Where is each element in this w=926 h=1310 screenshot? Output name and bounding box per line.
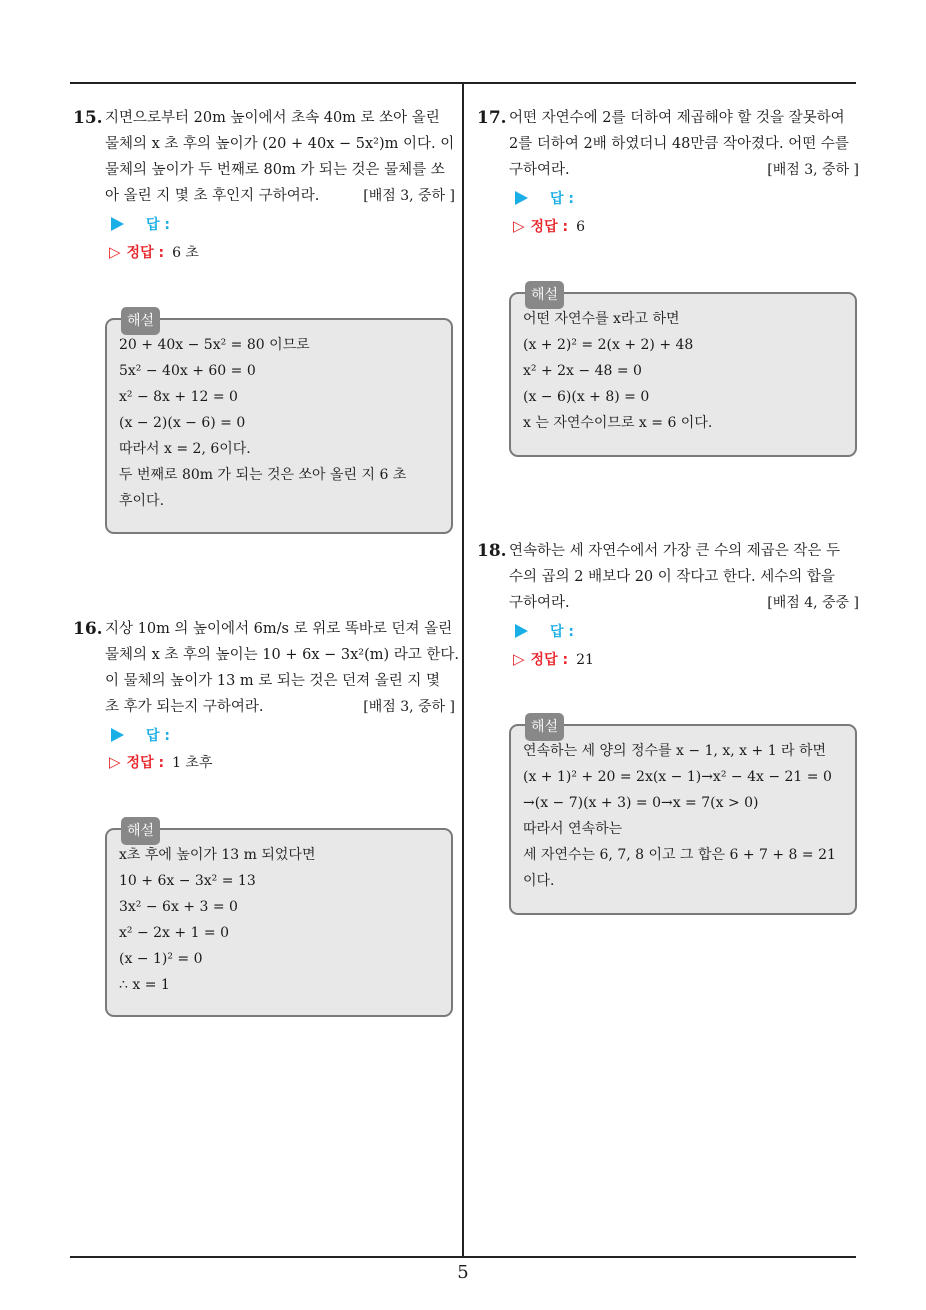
problem-text-line: 초 후가 되는지 구하여라. [105, 699, 264, 715]
play-triangle-icon [111, 217, 124, 231]
correct-answer-row [513, 216, 585, 236]
problem-number: 16. [73, 619, 103, 639]
correct-value: 6 [576, 219, 585, 235]
problem-text-line: 지면으로부터 20m 높이에서 초속 40m 로 쏘아 올린 [105, 110, 440, 126]
answer-row [111, 214, 178, 234]
column-divider [462, 83, 464, 1257]
solution-line: 20 + 40x − 5x² = 80 이므로 [119, 337, 310, 353]
problem-number: 17. [477, 108, 507, 128]
correct-value: 21 [576, 652, 594, 668]
answer-label: 답 : [550, 624, 574, 640]
problem-text-line: 어떤 자연수에 2를 더하여 제곱해야 할 것을 잘못하여 [509, 110, 845, 126]
solution-box [105, 313, 453, 534]
outline-triangle-icon: ▷ [109, 753, 121, 771]
solution-line: x 는 자연수이므로 x = 6 이다. [523, 415, 713, 431]
problem-text-line: 구하여라. [509, 595, 570, 611]
problem-text-line: 물체의 x 초 후의 높이가 (20 + 40x − 5x²)m 이다. 이 [105, 136, 455, 152]
solution-tag: 해설 [525, 281, 564, 309]
correct-label: 정답 : [530, 652, 569, 668]
correct-value: 1 초후 [172, 755, 213, 771]
problem-text-line: 수의 곱의 2 배보다 20 이 작다고 한다. 세수의 합을 [509, 569, 835, 585]
problem-meta: [배점 4, 중중 ] [767, 595, 859, 611]
solution-line: ∴ x = 1 [119, 977, 170, 993]
solution-line: 후이다. [119, 493, 165, 509]
problem-18 [477, 538, 859, 616]
solution-line: 3x² − 6x + 3 = 0 [119, 899, 238, 915]
solution-line: x² − 2x + 1 = 0 [119, 925, 230, 941]
correct-value: 6 초 [172, 245, 199, 261]
solution-line: 10 + 6x − 3x² = 13 [119, 873, 256, 889]
solution-box [509, 719, 857, 915]
solution-line: 5x² − 40x + 60 = 0 [119, 363, 256, 379]
answer-label: 답 : [146, 217, 170, 233]
problem-text-line: 지상 10m 의 높이에서 6m/s 로 위로 똑바로 던져 올린 [105, 621, 453, 637]
answer-row [515, 621, 582, 641]
problem-text-line: 2를 더하여 2배 하였더니 48만큼 작아졌다. 어떤 수를 [509, 136, 849, 152]
correct-label: 정답 : [530, 219, 569, 235]
problem-text-line: 연속하는 세 자연수에서 가장 큰 수의 제곱은 작은 두 [509, 543, 841, 559]
solution-line: 이다. [523, 873, 555, 889]
problem-17 [477, 105, 859, 183]
answer-label: 답 : [146, 728, 170, 744]
solution-line: (x + 2)² = 2(x + 2) + 48 [523, 337, 694, 353]
solution-line: x² + 2x − 48 = 0 [523, 363, 642, 379]
correct-label: 정답 : [126, 755, 165, 771]
play-triangle-icon [111, 728, 124, 742]
solution-line: 어떤 자연수를 x라고 하면 [523, 311, 680, 327]
solution-line: 두 번째로 80m 가 되는 것은 쏘아 올린 지 6 초 [119, 467, 407, 483]
outline-triangle-icon: ▷ [513, 650, 525, 668]
solution-box [509, 287, 857, 457]
solution-line: (x + 1)² + 20 = 2x(x − 1)→x² − 4x − 21 = 0 [523, 769, 832, 785]
play-triangle-icon [515, 624, 528, 638]
problem-meta: [배점 3, 중하 ] [363, 188, 455, 204]
solution-tag: 해설 [121, 817, 160, 845]
problem-number: 15. [73, 108, 103, 128]
correct-answer-row [109, 242, 199, 262]
problem-text-line: 구하여라. [509, 162, 570, 178]
outline-triangle-icon: ▷ [513, 217, 525, 235]
outline-triangle-icon: ▷ [109, 243, 121, 261]
page-number: 5 [457, 1262, 469, 1283]
problem-text-line: 아 올린 지 몇 초 후인지 구하여라. [105, 188, 320, 204]
problem-15 [73, 105, 455, 209]
solution-line: 세 자연수는 6, 7, 8 이고 그 합은 6 + 7 + 8 = 21 [523, 847, 836, 863]
solution-line: (x − 1)² = 0 [119, 951, 203, 967]
problem-number: 18. [477, 541, 507, 561]
problem-16 [73, 616, 460, 720]
bottom-rule [70, 1256, 856, 1258]
problem-meta: [배점 3, 중하 ] [767, 162, 859, 178]
problem-text-line: 물체의 높이가 두 번째로 80m 가 되는 것은 물체를 쏘 [105, 162, 445, 178]
answer-row [515, 188, 582, 208]
solution-line: x초 후에 높이가 13 m 되었다면 [119, 847, 316, 863]
solution-line: 연속하는 세 양의 정수를 x − 1, x, x + 1 라 하면 [523, 743, 827, 759]
play-triangle-icon [515, 191, 528, 205]
answer-row [111, 725, 178, 745]
solution-line: 따라서 x = 2, 6이다. [119, 441, 251, 457]
correct-label: 정답 : [126, 245, 165, 261]
correct-answer-row [109, 752, 212, 772]
solution-line: 따라서 연속하는 [523, 821, 623, 837]
correct-answer-row [513, 649, 594, 669]
solution-line: (x − 2)(x − 6) = 0 [119, 415, 246, 431]
solution-box [105, 823, 453, 1017]
solution-tag: 해설 [121, 307, 160, 335]
solution-line: (x − 6)(x + 8) = 0 [523, 389, 650, 405]
solution-line: x² − 8x + 12 = 0 [119, 389, 238, 405]
problem-text-line: 이 물체의 높이가 13 m 로 되는 것은 던져 올린 지 몇 [105, 673, 441, 689]
problem-text-line: 물체의 x 초 후의 높이는 10 + 6x − 3x²(m) 라고 한다. [105, 647, 460, 663]
answer-label: 답 : [550, 191, 574, 207]
solution-line: →(x − 7)(x + 3) = 0→x = 7(x > 0) [523, 795, 759, 811]
solution-tag: 해설 [525, 713, 564, 741]
problem-meta: [배점 3, 중하 ] [363, 699, 455, 715]
